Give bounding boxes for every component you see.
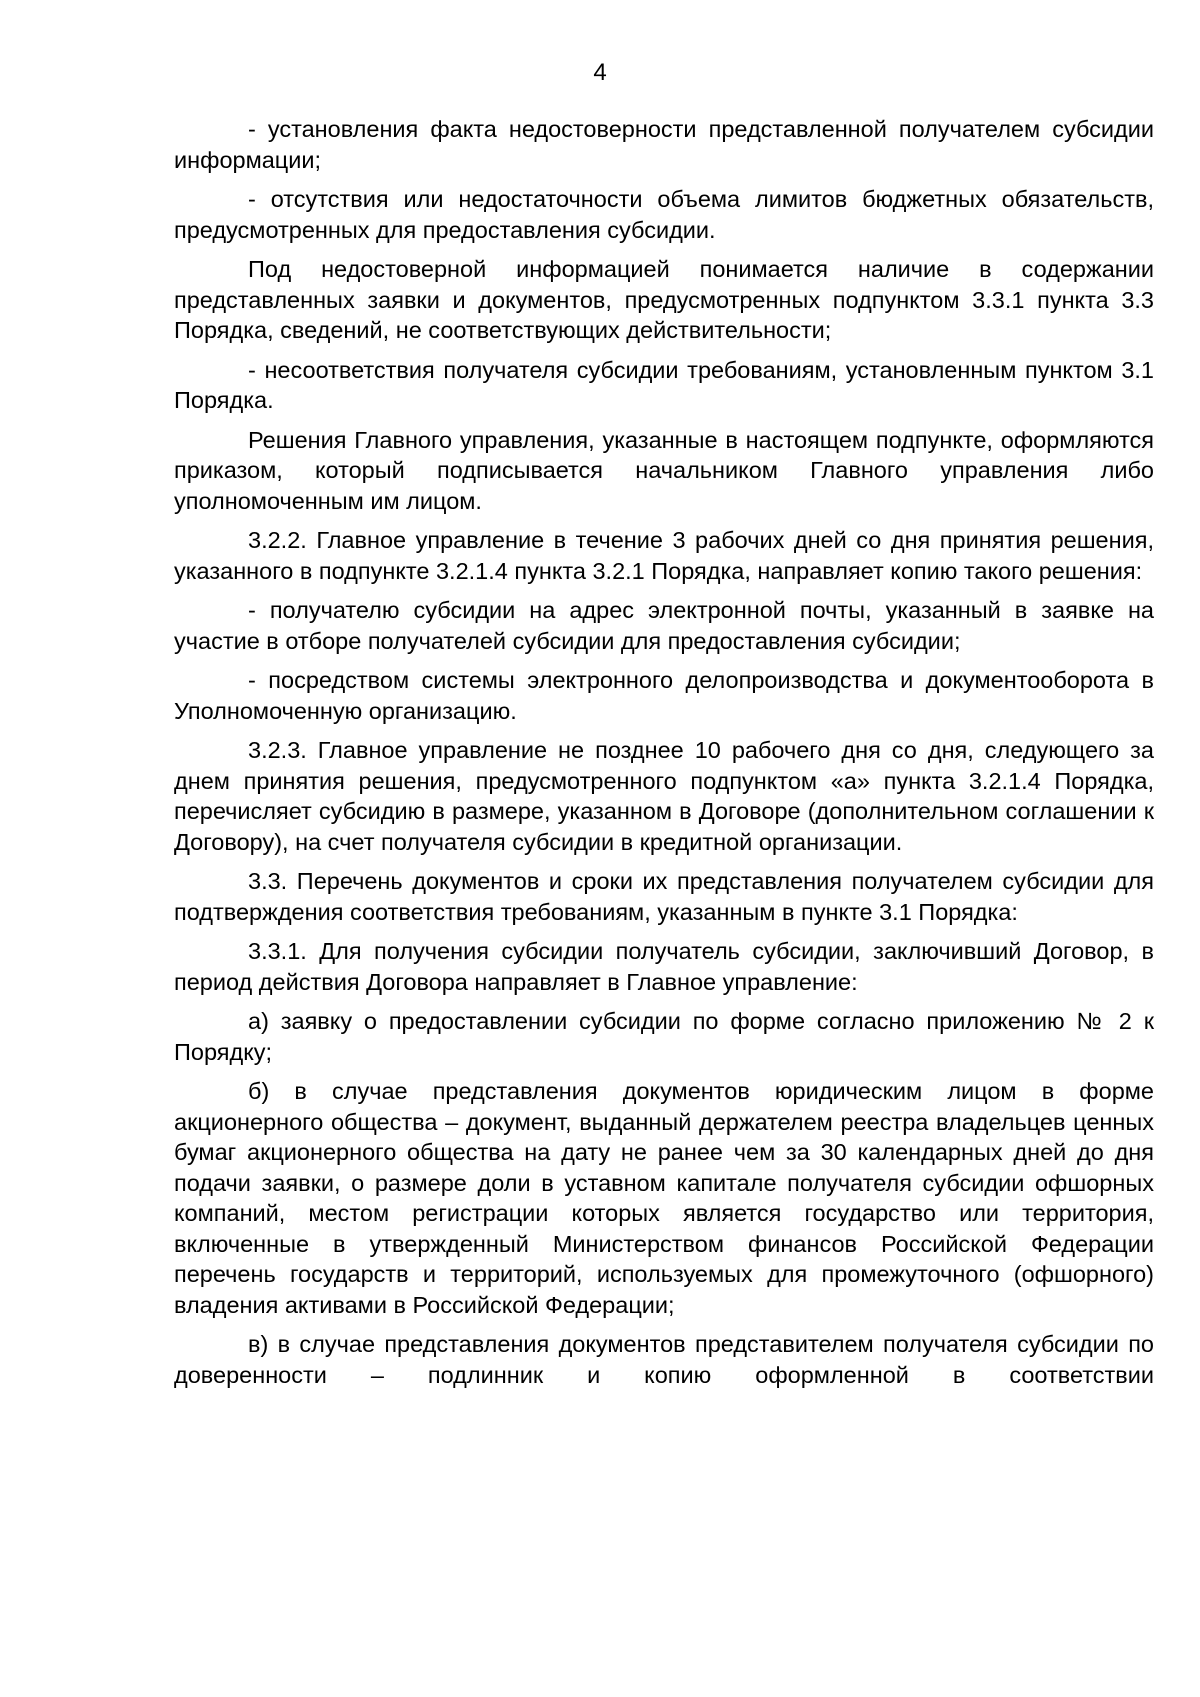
paragraph: - несоответствия получателя субсидии требованиям, установленным пунктом 3.1 Порядка.: [174, 356, 1154, 413]
paragraph: - получателю субсидии на адрес электронной почты, указанный в заявке на участие в отборе получателей субсидии для предоставления субсидии;: [174, 597, 1154, 654]
paragraph: Под недостоверной информацией понимается наличие в содержании представленных заявки и документов, предусмотренных подпунктом 3.3.1 пункта 3.3 Порядка, сведений, не соответствующих действительности;: [174, 256, 1154, 343]
paragraph: 3.3. Перечень документов и сроки их представления получателем субсидии для подтверждения соответствия требованиям, указанным в пункте 3.1 Порядка:: [174, 868, 1154, 925]
paragraph: - установления факта недостоверности представленной получателем субсидии информации;: [174, 116, 1154, 173]
paragraph: 3.3.1. Для получения субсидии получатель субсидии, заключивший Договор, в период действия Договора направляет в Главное управление:: [174, 938, 1154, 995]
paragraph: - посредством системы электронного делопроизводства и документооборота в Уполномоченную организацию.: [174, 667, 1154, 724]
paragraph: в) в случае представления документов представителем получателя субсидии по доверенности – подлинник и копию оформленной в соответствии: [174, 1331, 1154, 1388]
paragraph: б) в случае представления документов юридическим лицом в форме акционерного общества – документ, выданный держателем реестра владельцев ценных бумаг акционерного общества на дату не ранее чем за 30 календарных дней до дня подачи заявки, о размере доли в уставном капитале получателя субсидии офшорных компаний, местом регистрации которых является государство или территория, включенные в утвержденный Министерством финансов Российской Федерации перечень государств и территорий, используемых для промежуточного (офшорного) владения активами в Российской Федерации;: [174, 1078, 1154, 1318]
paragraph: а) заявку о предоставлении субсидии по форме согласно приложению № 2 к Порядку;: [174, 1008, 1154, 1065]
paragraph: - отсутствия или недостаточности объема лимитов бюджетных обязательств, предусмотренных для предоставления субсидии.: [174, 186, 1154, 243]
paragraph: 3.2.3. Главное управление не позднее 10 рабочего дня со дня, следующего за днем принятия решения, предусмотренного подпунктом «а» пункта 3.2.1.4 Порядка, перечисляет субсидию в размере, указанном в Договоре (дополнительном соглашении к Договору), на счет получателя субсидии в кредитной организации.: [174, 737, 1154, 855]
document-body: [174, 114, 1154, 1399]
page-number: 4: [593, 59, 607, 86]
paragraph: Решения Главного управления, указанные в настоящем подпункте, оформляются приказом, который подписывается начальником Главного управления либо уполномоченным им лицом.: [174, 426, 1154, 514]
paragraph: 3.2.2. Главное управление в течение 3 рабочих дней со дня принятия решения, указанного в подпункте 3.2.1.4 пункта 3.2.1 Порядка, направляет копию такого решения:: [174, 527, 1154, 584]
